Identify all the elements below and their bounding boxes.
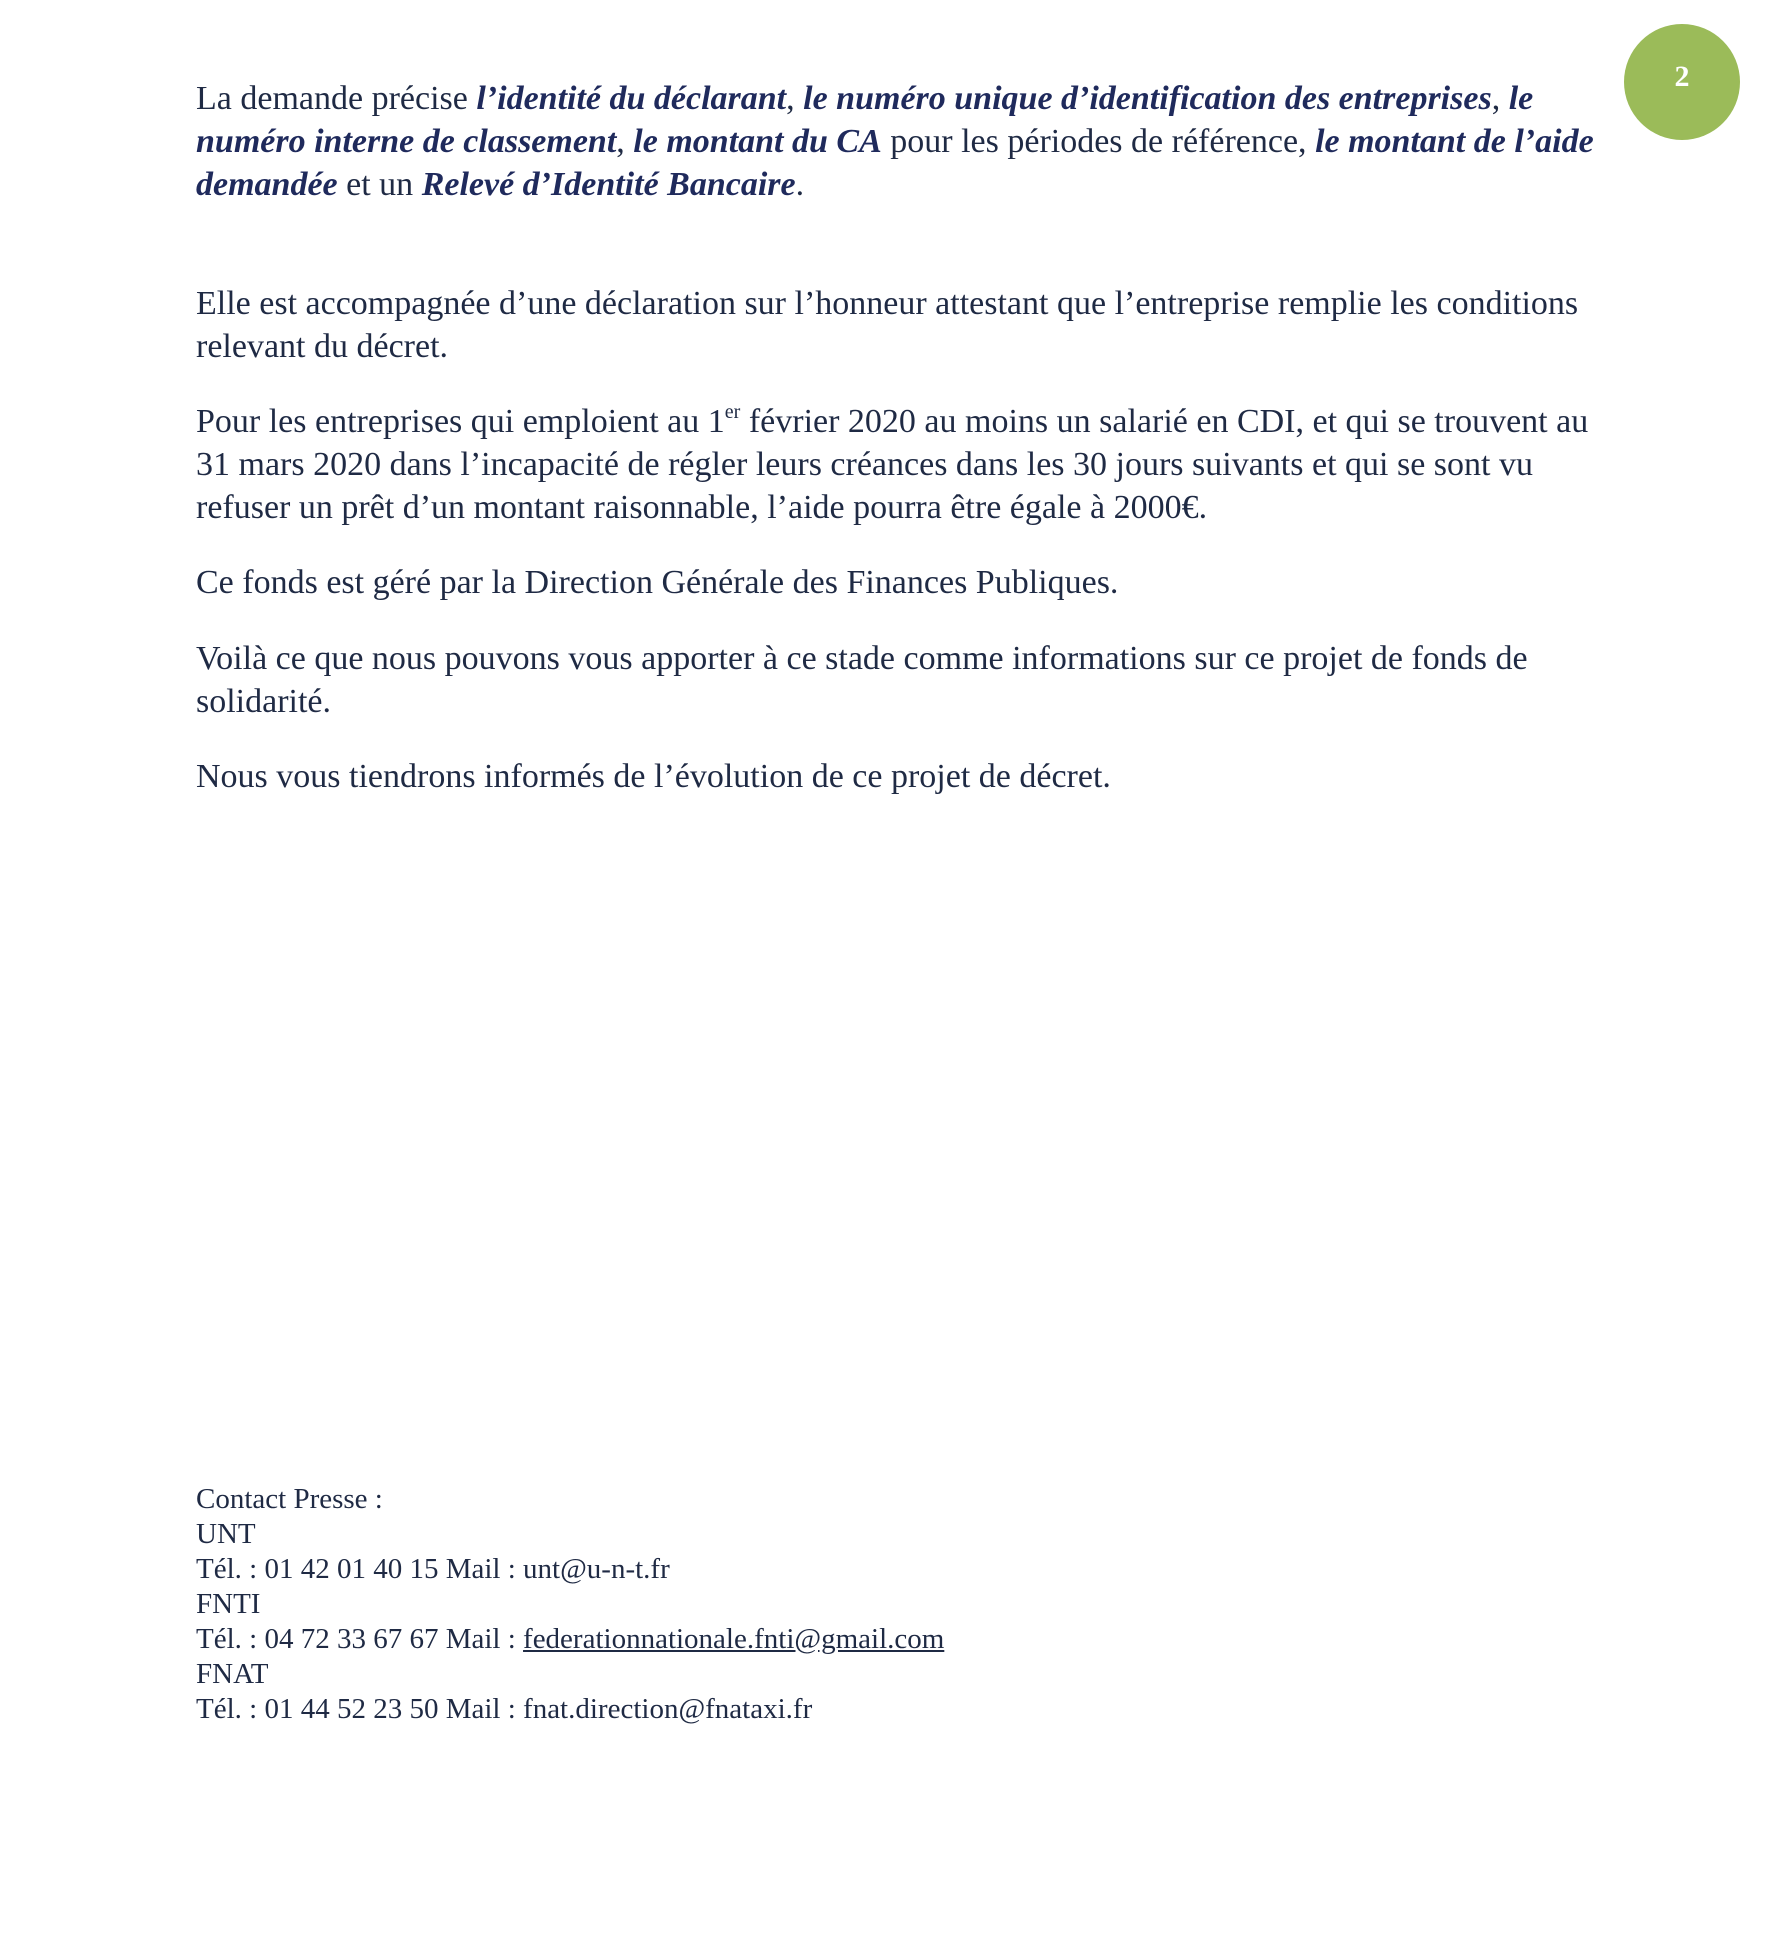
press-contact-block	[196, 1482, 1396, 1727]
contact-line-unt	[196, 1552, 1396, 1587]
text-run: ,	[786, 80, 804, 117]
text-run: .	[795, 166, 805, 203]
email-unt[interactable]: unt@u-n-t.fr	[523, 1553, 670, 1585]
text-run: ,	[616, 123, 634, 160]
tel-fnat: Tél. : 01 44 52 23 50 Mail :	[196, 1693, 524, 1725]
emphasis-internal-number: le numéro interne de classement	[196, 80, 1534, 160]
emphasis-aid-amount: le montant de l’aide demandée	[196, 123, 1594, 203]
emphasis-declarant-identity: l’identité du déclarant	[476, 80, 787, 117]
email-link-fnti[interactable]: federationnationale.fnti@gmail.com	[523, 1623, 945, 1655]
paragraph-information: Voilà ce que nous pouvons vous apporter à ce stade comme informations sur ce projet de fonds de solidarité.	[196, 640, 1528, 720]
email-fnat[interactable]: fnat.direction@fnataxi.fr	[523, 1693, 813, 1725]
tel-fnti: Tél. : 04 72 33 67 67 Mail :	[196, 1623, 524, 1655]
text-run: ,	[1491, 80, 1509, 117]
emphasis-turnover: le montant du CA	[633, 123, 882, 160]
text-run: et un	[337, 166, 422, 203]
document-body	[196, 77, 1596, 795]
paragraph-declaration: Elle est accompagnée d’une déclaration sur l’honneur attestant que l’entreprise remplie les conditions relevant du décret.	[196, 285, 1579, 365]
contact-line-fnti	[196, 1622, 1396, 1657]
tel-unt: Tél. : 01 42 01 40 15 Mail :	[196, 1553, 524, 1585]
text-run: février 2020 au moins un salarié en CDI, et qui se trouvent au 31 mars 2020 dans l’incapacité de régler leurs créances dans les 30 jours suivants et qui se sont vu refuser un prêt d’un montant raisonnable, l’aide pourra être égale à 2000€.	[196, 403, 1589, 526]
paragraph-request-details	[196, 77, 1596, 206]
press-contact-heading: Contact Presse :	[196, 1483, 383, 1515]
org-name-fnat: FNAT	[196, 1658, 269, 1690]
page-number-badge	[1624, 24, 1740, 140]
emphasis-unique-number: le numéro unique d’identification des entreprises	[803, 80, 1492, 117]
page-number: 2	[1674, 60, 1690, 93]
paragraph-eligibility	[196, 400, 1596, 529]
superscript: er	[724, 401, 741, 423]
text-run: La demande précise	[196, 80, 477, 117]
contact-line-fnat	[196, 1692, 1396, 1727]
paragraph-closing: Nous vous tiendrons informés de l’évolution de ce projet de décret.	[196, 758, 1111, 795]
paragraph-fund-management: Ce fonds est géré par la Direction Générale des Finances Publiques.	[196, 564, 1119, 601]
emphasis-bank-details: Relevé d’Identité Bancaire	[421, 166, 796, 203]
text-run: pour les périodes de référence,	[881, 123, 1316, 160]
text-run: Pour les entreprises qui emploient au 1	[196, 403, 725, 440]
org-name-fnti: FNTI	[196, 1588, 261, 1620]
org-name-unt: UNT	[196, 1518, 256, 1550]
